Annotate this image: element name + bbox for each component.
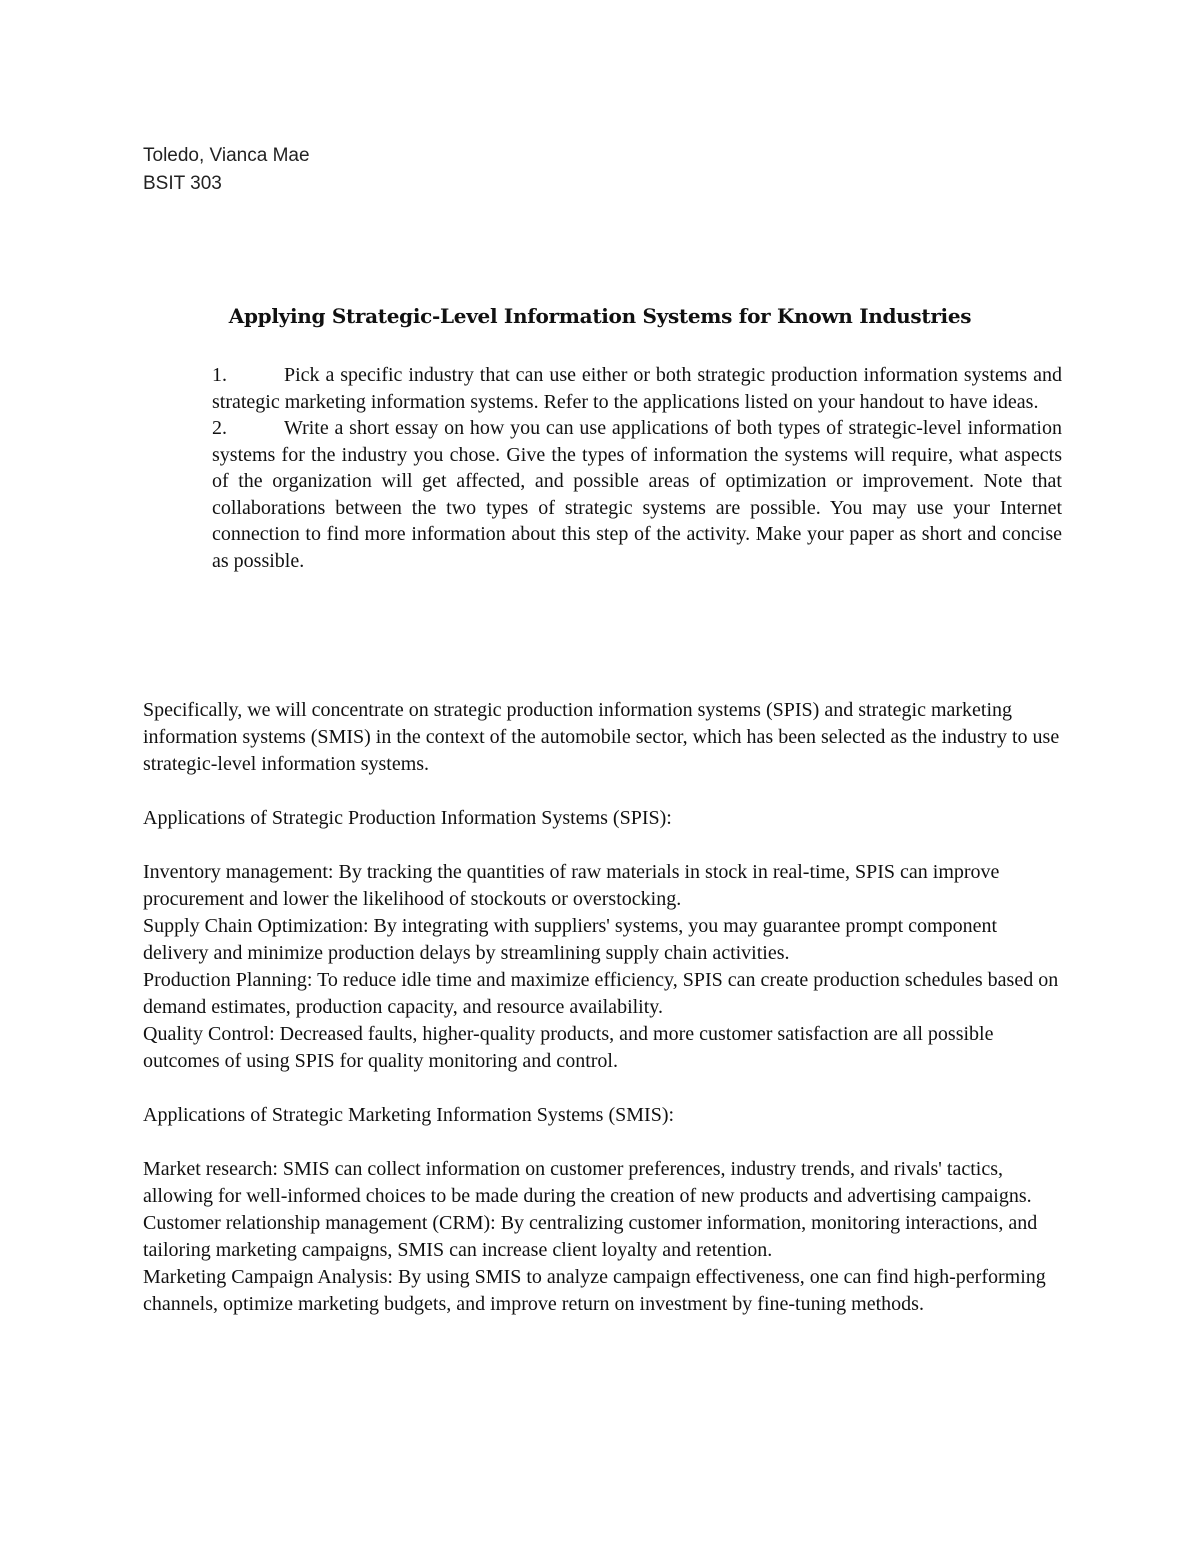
instruction-number: 1. bbox=[212, 364, 227, 386]
essay-body bbox=[143, 697, 1063, 1318]
instruction-item bbox=[212, 362, 1062, 415]
document-title: Applying Strategic-Level Information Systems for Known Industries bbox=[228, 304, 972, 328]
class-section: BSIT 303 bbox=[143, 173, 222, 194]
intro-paragraph: Specifically, we will concentrate on strategic production information systems (SPIS) and strategic marketing information systems (SMIS) in the context of the automobile sector, which has been selected as the industry to use strategic-level information systems. bbox=[143, 699, 1060, 775]
smis-item: Market research: SMIS can collect information on customer preferences, industry trends, and rivals' tactics, allowing for well-informed choices to be made during the creation of new products and advertising campaigns. bbox=[143, 1158, 1032, 1207]
spis-item: Production Planning: To reduce idle time and maximize efficiency, SPIS can create production schedules based on demand estimates, production capacity, and resource availability. bbox=[143, 969, 1059, 1018]
author-name: Toledo, Vianca Mae bbox=[143, 145, 310, 166]
spis-item: Quality Control: Decreased faults, higher-quality products, and more customer satisfaction are all possible outcomes of using SPIS for quality monitoring and control. bbox=[143, 1023, 994, 1072]
smis-item: Marketing Campaign Analysis: By using SMIS to analyze campaign effectiveness, one can find high-performing channels, optimize marketing budgets, and improve return on investment by fine-tuning methods. bbox=[143, 1266, 1046, 1315]
spis-item: Inventory management: By tracking the quantities of raw materials in stock in real-time, SPIS can improve procurement and lower the likelihood of stockouts or overstocking. bbox=[143, 861, 1000, 910]
author-header bbox=[143, 142, 310, 198]
smis-item: Customer relationship management (CRM): By centralizing customer information, monitoring interactions, and tailoring marketing campaigns, SMIS can increase client loyalty and retention. bbox=[143, 1212, 1038, 1261]
spis-item: Supply Chain Optimization: By integrating with suppliers' systems, you may guarantee prompt component delivery and minimize production delays by streamlining supply chain activities. bbox=[143, 915, 998, 964]
instruction-item bbox=[212, 415, 1062, 574]
spis-heading: Applications of Strategic Production Information Systems (SPIS): bbox=[143, 807, 672, 829]
instruction-number: 2. bbox=[212, 417, 227, 439]
instruction-text: Pick a specific industry that can use either or both strategic production information systems and strategic marketing information systems. Refer to the applications listed on your handout to have ideas. bbox=[212, 364, 1062, 413]
smis-heading: Applications of Strategic Marketing Information Systems (SMIS): bbox=[143, 1104, 675, 1126]
instruction-text: Write a short essay on how you can use applications of both types of strategic-level information systems for the industry you chose. Give the types of information the systems will require, what aspects of the organization will get affected, and possible areas of optimization or improvement. Note that collaborations between the two types of strategic systems are possible. You may use your Internet connection to find more information about this step of the activity. Make your paper as short and concise as possible. bbox=[212, 417, 1062, 572]
instructions-list bbox=[212, 362, 1062, 574]
